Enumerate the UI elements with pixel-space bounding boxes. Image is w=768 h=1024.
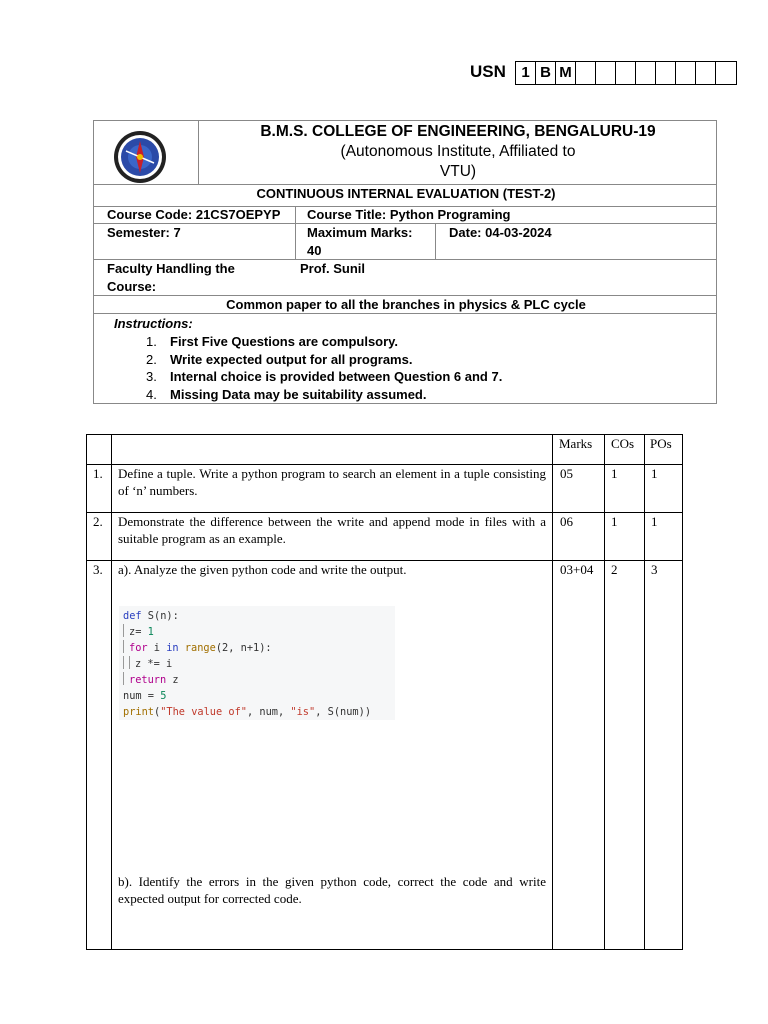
- question-po: 1: [651, 514, 658, 529]
- code-keyword: in: [166, 642, 179, 654]
- instruction-item: [146, 351, 502, 369]
- code-text: z *= i: [135, 658, 173, 670]
- usn-box: M: [556, 62, 576, 84]
- autonomous-line: VTU): [439, 163, 477, 180]
- usn-boxes: [515, 61, 737, 85]
- divider: [94, 223, 716, 224]
- question-po: 1: [651, 466, 658, 481]
- usn-box: [716, 62, 736, 84]
- faculty-label: Course:: [107, 279, 157, 294]
- instruction-text: Missing Data may be suitability assumed.: [170, 386, 427, 402]
- question-co: 2: [611, 562, 618, 577]
- usn-box: [656, 62, 676, 84]
- divider: [94, 184, 716, 185]
- question-marks: 03+04: [560, 562, 594, 577]
- code-keyword: return: [129, 674, 167, 686]
- divider: [94, 259, 716, 260]
- instruction-number: 3.: [146, 369, 157, 384]
- usn-box: [636, 62, 656, 84]
- divider: [435, 223, 436, 259]
- code-text: i: [147, 642, 167, 654]
- question-number: 3.: [93, 562, 103, 577]
- question-number: 2.: [93, 514, 103, 529]
- code-snippet: [119, 606, 395, 720]
- indent-guide: [129, 656, 130, 669]
- question-po: 3: [651, 562, 658, 577]
- max-marks-value: 40: [307, 243, 322, 258]
- code-function: print: [123, 706, 154, 718]
- code-text: S(n):: [141, 610, 179, 622]
- instruction-text: Write expected output for all programs.: [170, 351, 413, 367]
- usn-box: [696, 62, 716, 84]
- code-keyword: for: [129, 642, 148, 654]
- max-marks: Maximum Marks:: [307, 225, 413, 240]
- code-text: , num,: [247, 706, 291, 718]
- divider: [94, 313, 716, 314]
- column-header-pos: POs: [650, 436, 672, 451]
- question-text: Define a tuple. Write a python program to search an element in a tuple consisting of ‘n’ numbers.: [118, 466, 546, 498]
- question-text-b: b). Identify the errors in the given python code, correct the code and write expected output for corrected code.: [118, 874, 546, 906]
- code-string: "is": [290, 706, 316, 718]
- instruction-text: First Five Questions are compulsory.: [170, 334, 399, 349]
- usn-box: 1: [516, 62, 536, 84]
- instruction-text: Internal choice is provided between Question 6 and 7.: [170, 369, 503, 384]
- question-text-a: a). Analyze the given python code and write the output.: [118, 562, 407, 577]
- instruction-item: [146, 368, 502, 386]
- code-function: range: [178, 642, 216, 654]
- divider: [94, 295, 716, 296]
- autonomous-line: (Autonomous Institute, Affiliated to: [340, 143, 576, 160]
- usn-box: [596, 62, 616, 84]
- question-marks: 05: [560, 466, 573, 481]
- instructions-list: [146, 333, 502, 403]
- usn-box: B: [536, 62, 556, 84]
- code-text: (2, n+1):: [215, 642, 272, 654]
- column-header-marks: Marks: [559, 436, 593, 451]
- instruction-number: 4.: [146, 386, 157, 402]
- question-marks: 06: [560, 514, 573, 529]
- question-co: 1: [611, 514, 618, 529]
- faculty-name: Prof. Sunil: [300, 261, 365, 276]
- question-co: 1: [611, 466, 618, 481]
- code-number: 5: [160, 690, 167, 702]
- divider: [295, 206, 296, 259]
- indent-guide: [123, 624, 124, 637]
- course-code: Course Code: 21CS7OEPYP: [107, 207, 281, 222]
- instruction-number: 1.: [146, 334, 157, 349]
- exam-header-table: [93, 120, 717, 404]
- instruction-number: 2.: [146, 351, 157, 367]
- indent-guide: [123, 640, 124, 653]
- common-paper-note: Common paper to all the branches in physics & PLC cycle: [226, 297, 586, 312]
- college-name: B.M.S. COLLEGE OF ENGINEERING, BENGALURU-19: [260, 123, 656, 140]
- code-number: 1: [147, 626, 154, 638]
- semester: Semester: 7: [107, 225, 181, 240]
- usn-box: [676, 62, 696, 84]
- usn-box: [616, 62, 636, 84]
- code-text: z: [166, 674, 179, 686]
- column-header-cos: COs: [611, 436, 635, 451]
- instruction-item: [146, 386, 502, 404]
- code-text: num =: [123, 690, 161, 702]
- code-keyword: def: [123, 610, 142, 622]
- exam-date: Date: 04-03-2024: [449, 225, 552, 240]
- indent-guide: [123, 656, 124, 669]
- instructions-title: Instructions:: [114, 316, 193, 331]
- faculty-label: Faculty Handling the: [107, 261, 235, 276]
- usn-box: [576, 62, 596, 84]
- indent-guide: [123, 672, 124, 685]
- code-text: , S(num)): [315, 706, 372, 718]
- code-text: z=: [129, 626, 148, 638]
- question-number: 1.: [93, 466, 103, 481]
- course-title: Course Title: Python Programing: [307, 207, 511, 222]
- code-text: (: [154, 706, 161, 718]
- college-logo: [110, 129, 170, 185]
- exam-title: CONTINUOUS INTERNAL EVALUATION (TEST-2): [256, 186, 556, 201]
- questions-table: [86, 434, 683, 950]
- usn-label: USN: [470, 62, 506, 81]
- code-string: "The value of": [160, 706, 247, 718]
- instruction-item: [146, 333, 502, 351]
- question-text: Demonstrate the difference between the write and append mode in files with a suitable program as an example.: [118, 514, 546, 546]
